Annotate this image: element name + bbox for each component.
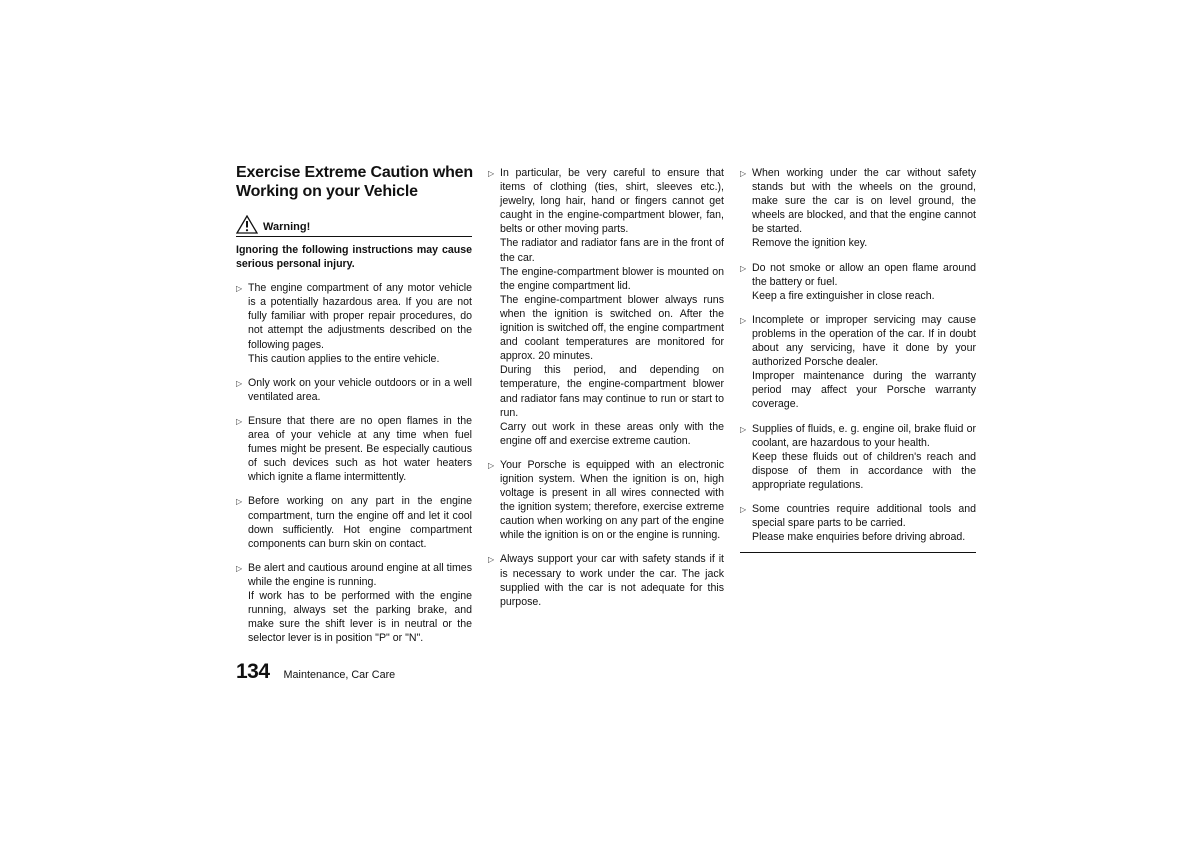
item-text <box>248 281 472 366</box>
list-item <box>488 458 724 543</box>
item-paragraph: Always support your car with safety stands if it is necessary to work under the car. The jack supplied with the car is not adequate for this purpose. <box>500 553 724 608</box>
list-item <box>236 561 472 646</box>
item-paragraph: Improper maintenance during the warranty period may affect your Porsche warranty coverage. <box>752 370 976 411</box>
bullet-triangle-icon: ▷ <box>236 563 243 573</box>
item-paragraph: Keep a fire extinguisher in close reach. <box>752 289 935 302</box>
item-paragraph: If work has to be performed with the engine running, always set the parking brake, and make sure the shift lever is in neutral or the selector lever is in position "P" or "N". <box>248 589 472 645</box>
warning-list <box>740 166 976 544</box>
list-item <box>236 281 472 366</box>
item-paragraph: Be alert and cautious around engine at all times while the engine is running. <box>248 561 472 588</box>
item-paragraph: Please make enquiries before driving abroad. <box>752 531 966 544</box>
bullet-triangle-icon: ▷ <box>740 504 747 514</box>
item-paragraph: Supplies of fluids, e. g. engine oil, brake fluid or coolant, are hazardous to your health. <box>752 422 976 449</box>
item-paragraph: Keep these fluids out of children's reach and dispose of them in accordance with the appropriate regulations. <box>752 450 976 491</box>
item-paragraph: During this period, and depending on temperature, the engine-compartment blower and radiator fans may continue to run or start to run. <box>500 364 724 419</box>
item-paragraph: Incomplete or improper servicing may cause problems in the operation of the car. If in doubt about any servicing, have it done by your authorized Porsche dealer. <box>752 313 976 369</box>
title-line: Exercise Extreme Caution when <box>236 164 473 181</box>
item-text <box>752 502 976 544</box>
warning-triangle-icon <box>236 215 258 234</box>
list-item <box>740 261 976 303</box>
bullet-triangle-icon: ▷ <box>740 169 747 178</box>
list-item <box>740 313 976 412</box>
warning-label: Warning! <box>263 220 311 233</box>
warning-intro: Ignoring the following instructions may cause serious personal injury. <box>236 244 472 271</box>
list-item <box>236 376 472 404</box>
column-right <box>740 166 976 553</box>
item-paragraph: In particular, be very careful to ensure that items of clothing (ties, shirt, sleeves etc.), jewelry, long hair, hand or fingers cannot get caught in the engine-compartment blower, fan, belts or other moving parts. <box>500 167 724 236</box>
bullet-triangle-icon: ▷ <box>488 555 495 565</box>
item-text <box>500 552 724 608</box>
item-paragraph: Your Porsche is equipped with an electronic ignition system. When the ignition is on, high voltage is present in all wires connected with the ignition system; therefore, exercise extreme caution when working on any part of the engine while the ignition is on or the engine is running. <box>500 458 724 542</box>
item-paragraph: Some countries require additional tools and special spare parts to be carried. <box>752 502 976 530</box>
page-footer <box>236 660 395 684</box>
item-paragraph: Remove the ignition key. <box>752 237 868 250</box>
bullet-triangle-icon: ▷ <box>236 497 243 507</box>
title-line: Working on your Vehicle <box>236 183 418 200</box>
list-item <box>488 166 724 448</box>
item-text <box>500 458 724 543</box>
item-paragraph: Ensure that there are no open flames in the area of your vehicle at any time when fuel fumes might be present. Be especially cautious of such devices such as hot water heaters which ignite a flame intermittently. <box>248 414 472 484</box>
list-item <box>740 166 976 251</box>
item-text <box>248 414 472 484</box>
section-name: Maintenance, Car Care <box>283 669 396 681</box>
item-paragraph: Only work on your vehicle outdoors or in a well ventilated area. <box>248 376 472 403</box>
item-paragraph: Carry out work in these areas only with the engine off and exercise extreme caution. <box>500 420 724 447</box>
warning-header <box>236 215 472 237</box>
item-text <box>248 561 472 646</box>
bullet-triangle-icon: ▷ <box>740 315 747 325</box>
list-item <box>236 414 472 484</box>
section-end-rule <box>740 552 976 553</box>
bullet-triangle-icon: ▷ <box>236 284 243 294</box>
item-text <box>752 313 976 412</box>
item-paragraph: Do not smoke or allow an open flame around the battery or fuel. <box>752 261 976 288</box>
item-text <box>500 166 724 448</box>
item-paragraph: Before working on any part in the engine compartment, turn the engine off and let it cool down sufficiently. Hot engine compartment components can burn skin on contact. <box>248 495 472 550</box>
item-text <box>752 166 976 251</box>
item-paragraph: The engine compartment of any motor vehicle is a potentially hazardous area. If you are not fully familiar with proper repair procedures, do not attempt the adjustments described on the following pages. <box>248 282 472 351</box>
page-number: 134 <box>236 660 270 683</box>
item-text <box>752 261 976 303</box>
bullet-triangle-icon: ▷ <box>740 424 747 434</box>
item-paragraph: This caution applies to the entire vehicle. <box>248 352 440 365</box>
warning-list <box>488 166 724 609</box>
column-middle <box>488 166 724 619</box>
warning-list <box>236 281 472 645</box>
item-text <box>752 422 976 492</box>
bullet-triangle-icon: ▷ <box>488 460 495 470</box>
bullet-triangle-icon: ▷ <box>740 263 747 273</box>
bullet-triangle-icon: ▷ <box>488 169 495 178</box>
item-text <box>248 376 472 404</box>
item-paragraph: The radiator and radiator fans are in the front of the car. <box>500 237 724 264</box>
item-paragraph: When working under the car without safety stands but with the wheels on the ground, make sure the car is on level ground, the wheels are blocked, and that the engine cannot be started. <box>752 167 976 236</box>
column-left <box>236 163 472 655</box>
page-title <box>236 163 472 201</box>
item-paragraph: The engine-compartment blower is mounted on the engine compartment lid. <box>500 265 724 292</box>
item-paragraph: The engine-compartment blower always runs when the ignition is switched on. After the ignition is switched off, the engine compartment and coolant temperatures are monitored for approx. 20 minutes. <box>500 293 724 363</box>
bullet-triangle-icon: ▷ <box>236 416 243 426</box>
list-item <box>740 502 976 544</box>
item-text <box>248 494 472 550</box>
bullet-triangle-icon: ▷ <box>236 378 243 388</box>
list-item <box>740 422 976 492</box>
list-item <box>488 552 724 608</box>
list-item <box>236 494 472 550</box>
